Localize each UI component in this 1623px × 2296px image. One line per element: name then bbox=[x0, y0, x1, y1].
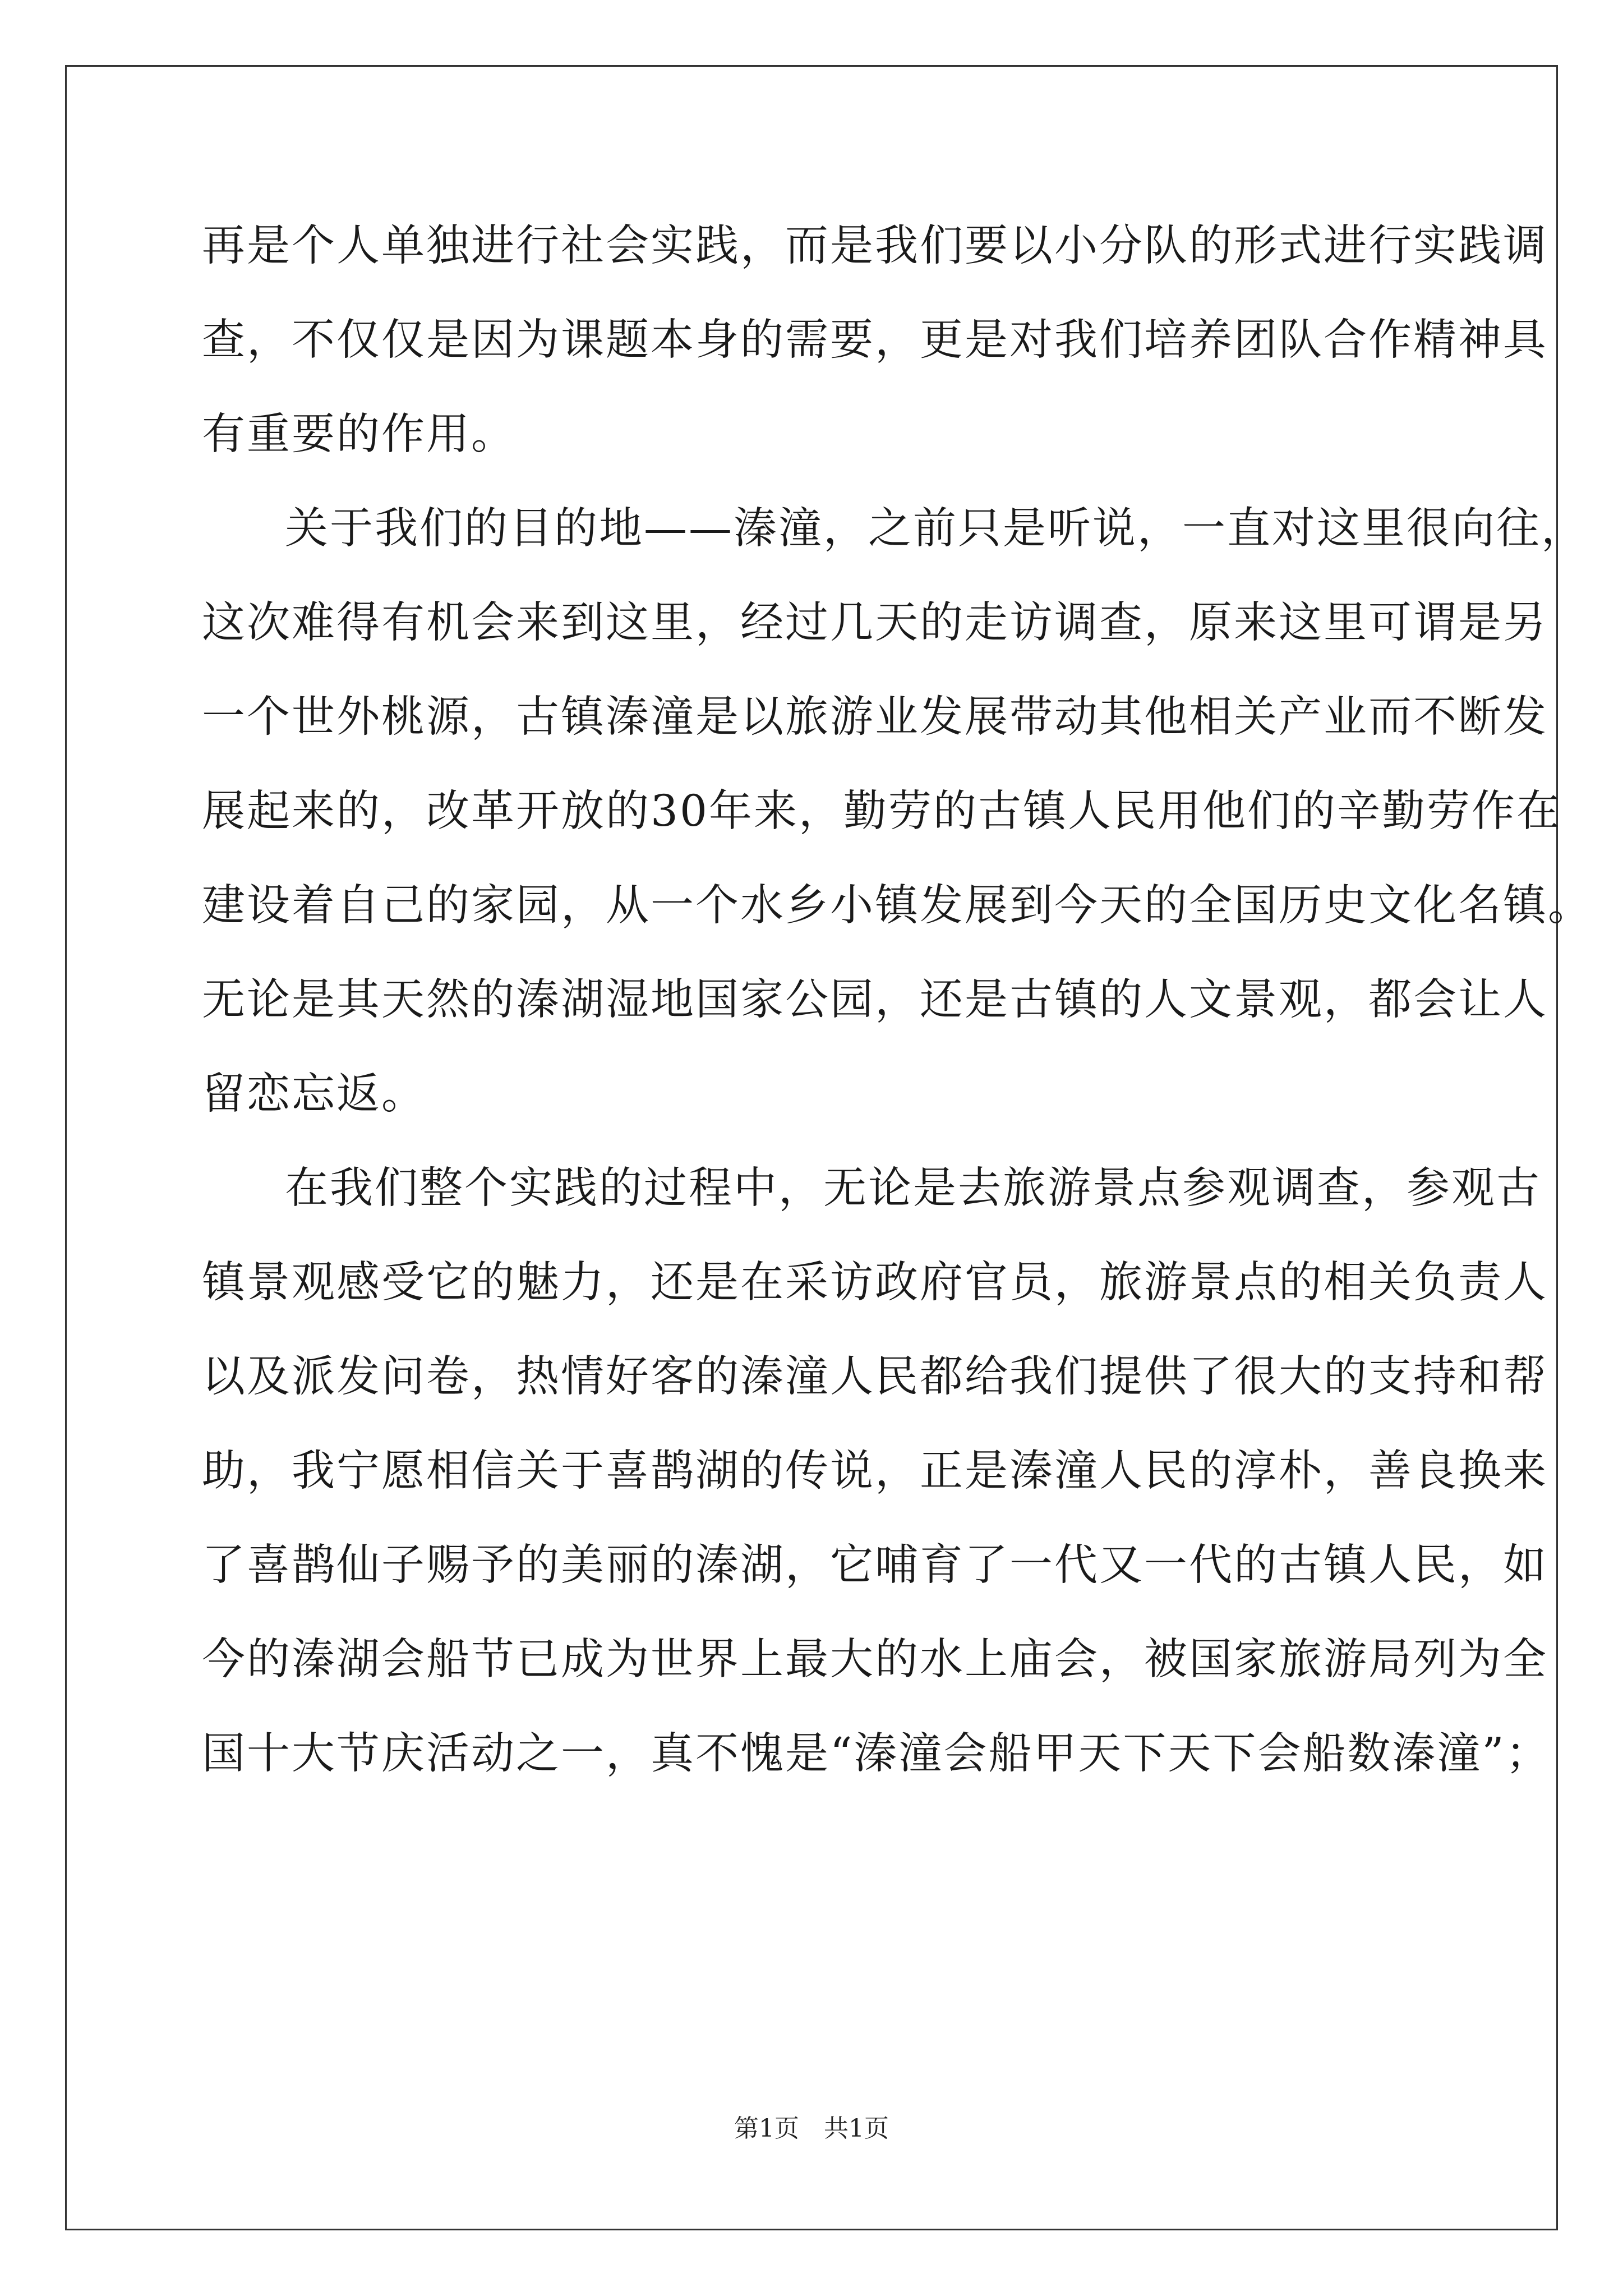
text-line: 展起来的，改革开放的30年来，勤劳的古镇人民用他们的辛勤劳作在 bbox=[202, 786, 1561, 836]
text-line: 建设着自己的家园，从一个水乡小镇发展到今天的全国历史文化名镇。 bbox=[202, 881, 1593, 931]
text-line: 查，不仅仅是因为课题本身的需要，更是对我们培养团队合作精神具 bbox=[202, 315, 1548, 365]
text-line: 以及派发问卷，热情好客的溱潼人民都给我们提供了很大的支持和帮 bbox=[202, 1352, 1548, 1402]
text-line: 国十大节庆活动之一，真不愧是“溱潼会船甲天下天下会船数溱潼”； bbox=[202, 1729, 1551, 1779]
text-line: 有重要的作用。 bbox=[202, 409, 516, 459]
text-line: 无论是其天然的溱湖湿地国家公园，还是古镇的人文景观，都会让人 bbox=[202, 975, 1548, 1025]
text-line: 镇景观感受它的魅力，还是在采访政府官员，旅游景点的相关负责人 bbox=[202, 1258, 1548, 1308]
text-line: 留恋忘返。 bbox=[202, 1069, 426, 1119]
text-line: 今的溱湖会船节已成为世界上最大的水上庙会，被国家旅游局列为全 bbox=[202, 1635, 1548, 1685]
paragraph-start-line: 在我们整个实践的过程中，无论是去旅游景点参观调查，参观古 bbox=[285, 1163, 1541, 1213]
text-line: 再是个人单独进行社会实践，而是我们要以小分队的形式进行实践调 bbox=[202, 221, 1548, 271]
text-line: 了喜鹊仙子赐予的美丽的溱湖，它哺育了一代又一代的古镇人民，如 bbox=[202, 1540, 1548, 1590]
text-line: 助，我宁愿相信关于喜鹊湖的传说，正是溱潼人民的淳朴，善良换来 bbox=[202, 1446, 1548, 1496]
text-line: 一个世外桃源，古镇溱潼是以旅游业发展带动其他相关产业而不断发 bbox=[202, 692, 1548, 742]
page-number-footer: 第1页 共1页 bbox=[734, 2114, 889, 2143]
text-line: 这次难得有机会来到这里，经过几天的走访调查，原来这里可谓是另 bbox=[202, 598, 1548, 648]
paragraph-start-line: 关于我们的目的地——溱潼，之前只是听说，一直对这里很向往， bbox=[285, 504, 1586, 554]
document-body bbox=[202, 199, 1593, 1801]
